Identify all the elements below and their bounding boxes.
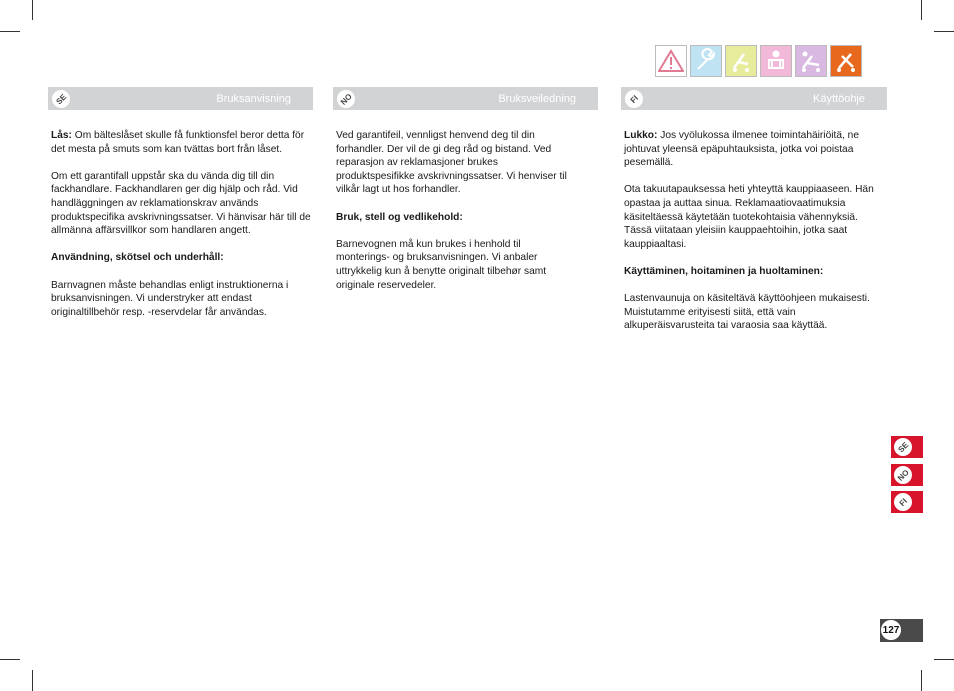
paragraph [336, 238, 574, 292]
crop-mark [32, 0, 33, 20]
crop-mark [0, 31, 20, 32]
language-badge: NO [890, 462, 915, 487]
paragraph [624, 183, 888, 251]
crop-mark [921, 0, 922, 20]
side-tab-no[interactable] [891, 464, 923, 486]
stroller-fold-icon [830, 45, 862, 77]
wrench-icon [690, 45, 722, 77]
paragraph-heading: Användning, skötsel och underhåll: [51, 252, 224, 264]
stroller-care-icon [795, 45, 827, 77]
column-se [51, 129, 314, 333]
paragraph-text: Om ett garantifall uppstår ska du vända dig till din fackhandlare. Fackhandlaren ger dig hjälp och råd. Vid handläggningen av reklamationskrav används produktspecifika avskrivningssatser. Vi hänvisar här till de allmänna affärsvillkor som handlaren angett. [51, 170, 311, 237]
section-title: Käyttöohje [813, 93, 865, 105]
paragraph-heading: Lukko: [624, 130, 658, 141]
paragraph-text: Ved garantifeil, vennligst henvend deg til din forhandler. Der vil de gi deg råd og bistand. Ved reparasjon av reklamasjoner brukes produktspesifikke avskrivningssatser. Vi henviser til vilkår lagt ut hos forhandler. [336, 130, 567, 196]
paragraph-text: Jos vyölukossa ilmenee toimintahäiriöitä, ne johtuvat yleensä epäpuhtauksista, jotka voi poistaa pesemällä. [624, 130, 859, 169]
paragraph [51, 129, 314, 156]
paragraph [51, 251, 314, 265]
paragraph [336, 211, 574, 225]
paragraph-text: Barnvagnen måste behandlas enligt instruktionerna i bruksanvisningen. Vi understryker att endast originaltillbehör resp. -reservdelar får användas. [51, 279, 289, 318]
paragraph-heading: Käyttäminen, hoitaminen ja huoltaminen: [624, 265, 824, 277]
icon-strip [655, 45, 862, 77]
language-badge: NO [333, 86, 358, 111]
crop-mark [934, 31, 954, 32]
paragraph-text: Om bälteslåset skulle få funktionsfel beror detta för det mesta på smuts som kan tvättas bort från låset. [51, 130, 305, 155]
paragraph [336, 129, 574, 197]
paragraph [51, 279, 314, 320]
side-tab-fi[interactable] [891, 491, 923, 513]
paragraph [624, 292, 888, 333]
language-badge: SE [890, 434, 915, 459]
column-no [336, 129, 574, 306]
paragraph-text: Lastenvaunuja on käsiteltävä käyttöohjeen mukaisesti. Muistutamme erityisesti siitä, että vain alkuperäisvarusteita tai varaosia saa käyttää. [624, 293, 870, 332]
paragraph-text: Barnevognen må kun brukes i henhold til monterings- og bruksanvisningen. Vi anbaler uttrykkelig kun å benytte originalt tilbehør samt originale reservedeler. [336, 238, 547, 291]
page-number-tab [880, 619, 923, 642]
paragraph-heading: Bruk, stell og vedlikehold: [336, 211, 463, 223]
language-badge: SE [48, 86, 73, 111]
stroller-icon [725, 45, 757, 77]
paragraph-heading: Lås: [51, 130, 72, 141]
crop-mark [934, 659, 954, 660]
language-badge: FI [621, 86, 646, 111]
header-bar-se [48, 87, 313, 110]
side-tab-se[interactable] [891, 436, 923, 458]
paragraph-text: Ota takuutapauksessa heti yhteyttä kauppiaaseen. Hän opastaa ja auttaa sinua. Reklamaatiovaatimuksia käsiteltäessä käytetään tuotekohtaisia vähennyksiä. Tässä viitataan yleisiin kauppaehtoihin, jotka saat kauppiaaltasi. [624, 184, 874, 250]
warning-icon [655, 45, 687, 77]
paragraph [51, 170, 314, 238]
crop-mark [921, 670, 922, 691]
page-number: 127 [880, 619, 902, 641]
column-fi [624, 129, 888, 347]
header-bar-no [333, 87, 598, 110]
header-bar-fi [621, 87, 887, 110]
child-harness-icon [760, 45, 792, 77]
paragraph [624, 129, 888, 170]
crop-mark [0, 659, 20, 660]
section-title: Bruksveiledning [498, 93, 576, 105]
section-title: Bruksanvisning [216, 93, 291, 105]
language-badge: FI [890, 489, 915, 514]
paragraph [624, 265, 888, 279]
crop-mark [32, 670, 33, 691]
